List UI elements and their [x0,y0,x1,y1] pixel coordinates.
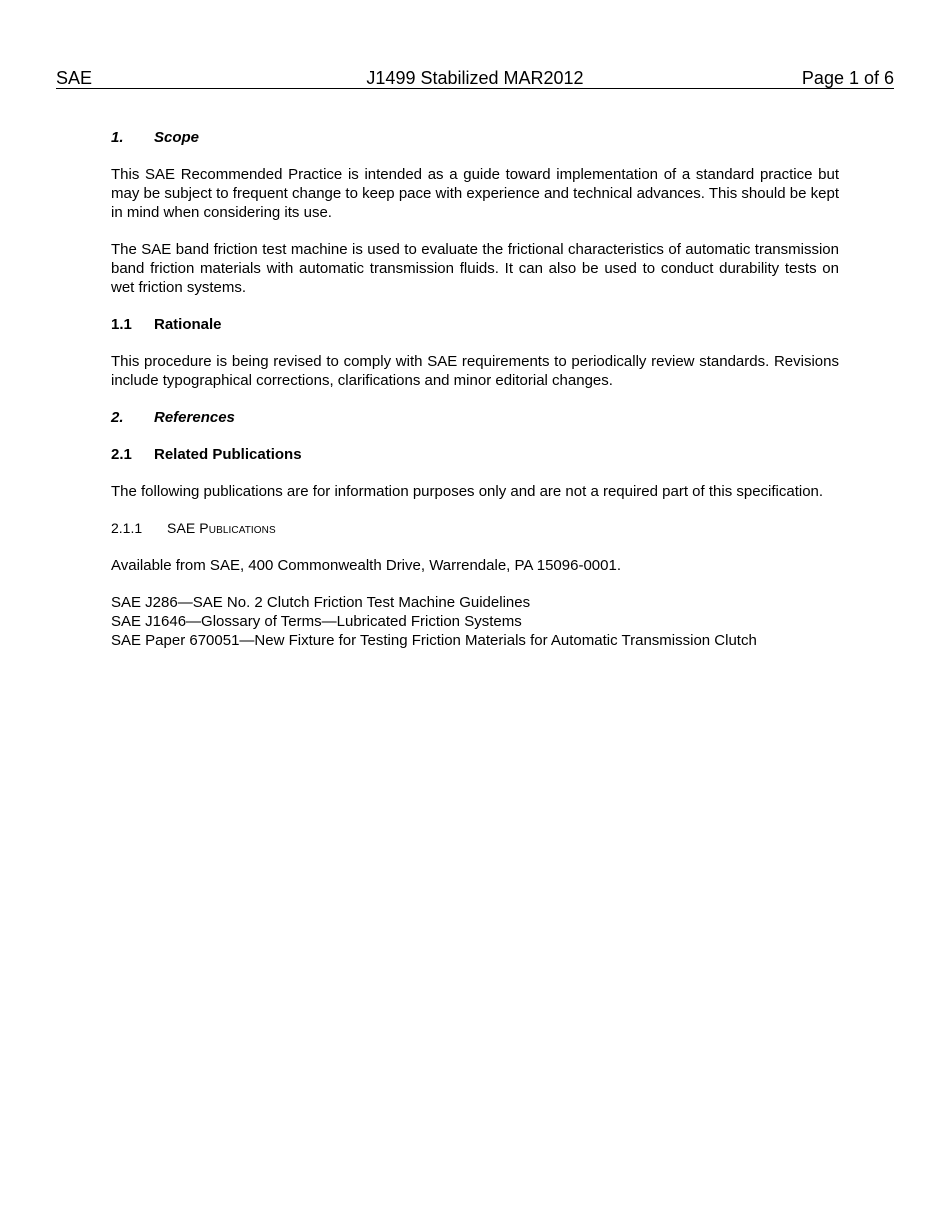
page-header [56,68,894,89]
section-number: 2.1.1 [111,520,143,536]
section-heading-related-publications [111,445,839,464]
scope-paragraph-2: The SAE band friction test machine is used to evaluate the frictional characteristics of automatic transmission band friction materials with automatic transmission fluids. It can also be used to conduct durability tests on wet friction systems. [111,241,839,296]
section-title: SAE Publications [167,520,276,536]
reference-item: SAE J286—SAE No. 2 Clutch Friction Test Machine Guidelines [111,594,531,611]
header-page-number: Page 1 of 6 [801,68,894,88]
section-heading-sae-publications [111,519,839,538]
header-organization: SAE [56,68,93,88]
reference-item: SAE Paper 670051—New Fixture for Testing Friction Materials for Automatic Transmission Clutch [111,632,757,649]
sae-availability-text: Available from SAE, 400 Commonwealth Drive, Warrendale, PA 15096-0001. [111,557,621,574]
reference-list [111,593,839,650]
reference-item: SAE J1646—Glossary of Terms—Lubricated Friction Systems [111,613,522,630]
section-number: 1.1 [111,316,132,333]
section-heading-references [111,408,839,427]
related-publications-paragraph: The following publications are for information purposes only and are not a required part of this specification. [111,483,824,500]
section-title: References [154,409,235,426]
header-document-id: J1499 Stabilized MAR2012 [366,68,584,88]
section-title: Related Publications [154,446,302,463]
document-body [111,128,839,650]
section-number: 2. [111,409,124,426]
scope-paragraph-1: This SAE Recommended Practice is intended as a guide toward implementation of a standard practice but may be subject to frequent change to keep pace with experience and technical advances. This should be kept in mind when considering its use. [111,166,839,221]
section-number: 2.1 [111,446,132,463]
section-heading-scope [111,128,839,147]
section-title: Scope [154,129,200,146]
section-number: 1. [111,129,124,146]
rationale-paragraph: This procedure is being revised to comply with SAE requirements to periodically review standards. Revisions include typographical corrections, clarifications and minor editorial changes. [111,353,839,389]
section-title: Rationale [154,316,222,333]
section-heading-rationale [111,315,839,334]
